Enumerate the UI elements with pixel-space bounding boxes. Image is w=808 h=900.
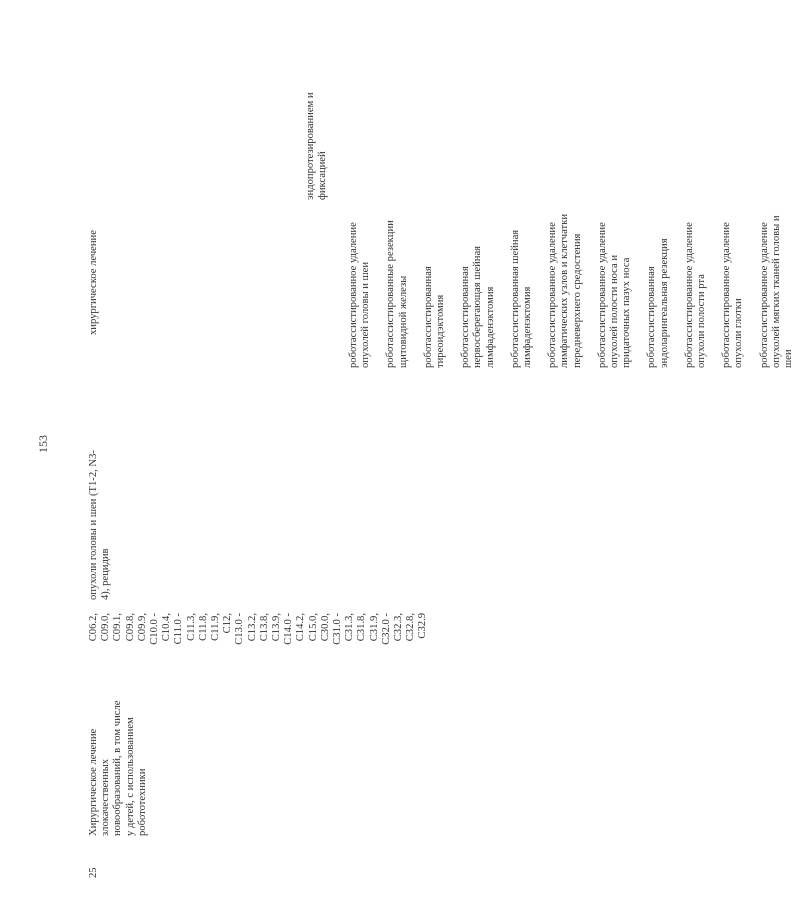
icd-code: C14.2, — [295, 613, 307, 642]
icd-code: C11.8, — [197, 613, 209, 641]
intervention-item — [759, 168, 796, 368]
text-line: роботассистированные резекции — [385, 220, 397, 368]
intervention-item — [547, 168, 584, 368]
icd-code: C30.0, — [319, 613, 331, 642]
text-line: шеи — [783, 349, 795, 368]
icd-code: C11.3, — [185, 613, 197, 641]
text-line: нервосберегающая шейная — [472, 245, 484, 368]
text-line: опухоли полости рта — [696, 274, 708, 368]
page-number: 153 — [36, 435, 50, 453]
text-line: опухолей мягких тканей головы и — [770, 215, 782, 368]
intervention-item — [348, 168, 372, 368]
text-line: эндопротезированием и — [305, 92, 316, 200]
intervention-item — [460, 168, 497, 368]
icd-code: C11.0 - — [173, 613, 185, 645]
text-line: лимфатических узлов и клетчатки — [559, 213, 571, 368]
icd-code: C13.2, — [246, 613, 258, 642]
previous-row-continuation — [305, 0, 329, 200]
text-line: опухолей головы и шеи — [360, 261, 372, 368]
text-line: 4), рецидив — [100, 548, 112, 600]
icd-code: C09.1, — [112, 613, 124, 642]
icd-codes-cell — [88, 613, 430, 673]
icd-code: C11.9, — [210, 613, 222, 641]
icd-code: C15.0, — [307, 613, 319, 642]
text-line: роботассистированная шейная — [509, 229, 521, 368]
row-number: 25 — [88, 867, 99, 878]
text-line: эндоларингеальная резекция — [658, 238, 670, 368]
text-line: опухолей полости носа и — [609, 254, 621, 368]
icd-code: C32.3, — [393, 613, 405, 642]
text-line: лимфаденэктомия — [484, 286, 496, 368]
icd-code: C06.2, — [88, 613, 99, 642]
treatment-name-cell — [88, 676, 149, 836]
text-line: Хирургическое лечение — [88, 728, 99, 836]
text-line: щитовидной железы — [397, 275, 409, 368]
intervention-item — [423, 168, 447, 368]
text-line: тиреоидэктомия — [435, 294, 447, 368]
icd-code: C32.9 — [417, 613, 429, 639]
text-line: роботассистированная — [460, 266, 472, 368]
icd-code: C12, — [222, 613, 234, 634]
intervention-item — [510, 168, 534, 368]
text-line: робототехники — [136, 768, 148, 836]
diagnosis-description-cell — [88, 360, 112, 600]
text-line: роботассистированная — [422, 266, 434, 368]
text-line: роботассистированное удаление — [348, 222, 359, 368]
interventions-cell — [348, 168, 808, 368]
text-line: придаточных пазух носа — [621, 257, 633, 368]
icd-code: C31.9, — [368, 613, 380, 642]
text-line: роботассистированное удаление — [758, 222, 770, 368]
text-line: роботассистированное удаление — [683, 222, 695, 368]
icd-code: C09.9, — [136, 613, 148, 642]
text-line: новообразований, в том числе — [112, 700, 124, 836]
text-line: опухоли глотки — [733, 298, 745, 368]
text-line: роботассистированное удаление — [547, 222, 559, 368]
text-line: опухоли головы и шеи (T1-2, N3- — [88, 450, 99, 600]
text-line: у детей, с использованием — [124, 717, 136, 836]
intervention-item — [385, 168, 409, 368]
icd-code: C31.8, — [356, 613, 368, 642]
icd-code: C13.9, — [271, 613, 283, 642]
text-line: роботассистированная — [646, 266, 658, 368]
text-line: передневерхнего средостения — [571, 233, 583, 368]
icd-code: C09.8, — [124, 613, 136, 642]
icd-code: C31.0 - — [332, 613, 344, 645]
text-line: злокачественных — [100, 758, 112, 836]
icd-code: C32.8, — [405, 613, 417, 642]
text-line: лимфаденэктомия — [522, 286, 534, 368]
intervention-item — [597, 168, 634, 368]
icd-code: C09.0, — [100, 613, 112, 642]
intervention-item — [646, 168, 670, 368]
icd-code: C31.3, — [344, 613, 356, 642]
intervention-item — [684, 168, 708, 368]
text-line: роботассистированное удаление — [596, 222, 608, 368]
icd-code: C10.0 - — [149, 613, 161, 645]
icd-code: C13.8, — [258, 613, 270, 642]
text-line: роботассистированное удаление — [721, 222, 733, 368]
icd-code: C14.0 - — [283, 613, 295, 645]
text-line: фиксацией — [317, 151, 329, 200]
treatment-method-cell: хирургическое лечение — [88, 230, 99, 335]
icd-code: C13.0 - — [234, 613, 246, 645]
icd-code: C10.4, — [161, 613, 173, 642]
intervention-item — [721, 168, 745, 368]
icd-code: C32.0 - — [380, 613, 392, 645]
